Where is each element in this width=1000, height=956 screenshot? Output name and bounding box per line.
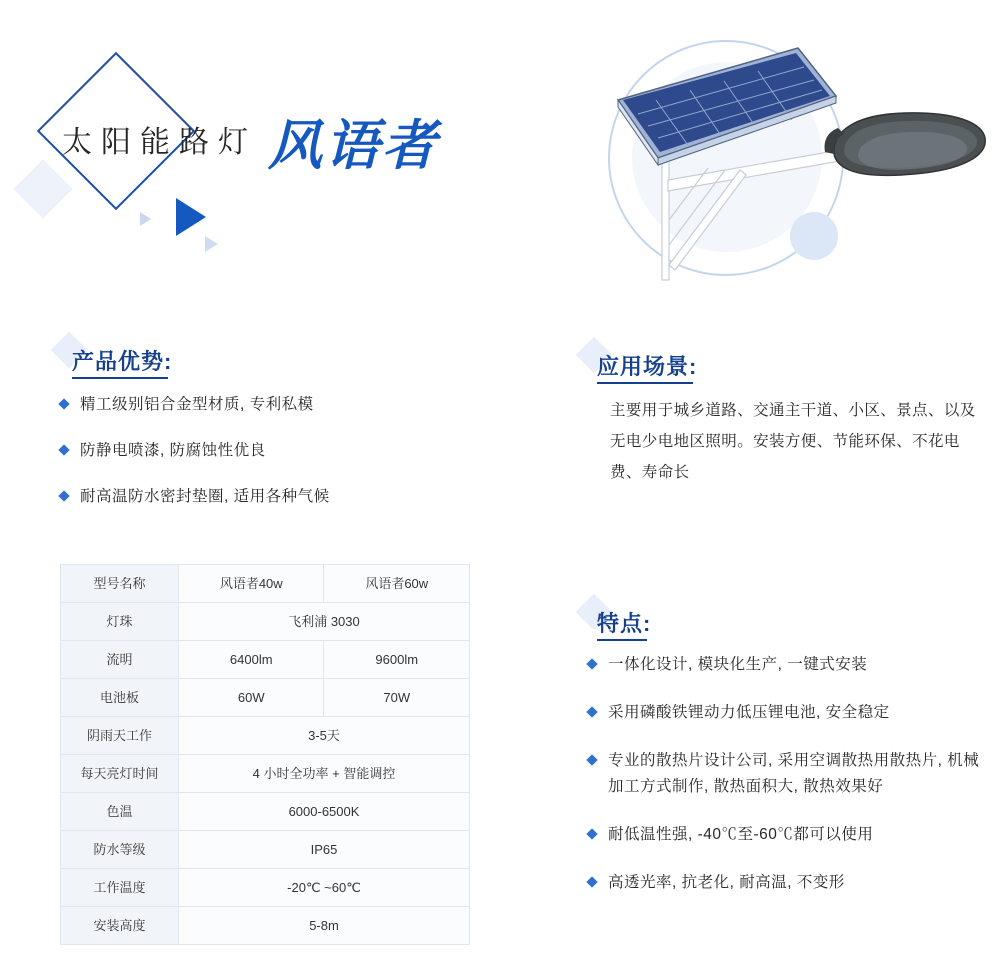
table-cell-label: 防水等级 [61, 831, 179, 869]
list-item-label: 防静电喷漆, 防腐蚀性优良 [80, 442, 266, 459]
accent-triangle-icon-left [140, 212, 151, 226]
table-row [61, 831, 470, 869]
decorative-diamond-fill [13, 159, 72, 218]
bullet-diamond-icon [586, 828, 597, 839]
list-item [60, 392, 530, 418]
list-item-label: 高透光率, 抗老化, 耐高温, 不变形 [608, 874, 845, 891]
table-cell-label: 灯珠 [61, 603, 179, 641]
list-item [588, 700, 988, 726]
table-cell-value: 6400lm [179, 641, 324, 679]
bullet-diamond-icon [58, 444, 69, 455]
table-row [61, 603, 470, 641]
table-row [61, 717, 470, 755]
table-cell-value: 60W [179, 679, 324, 717]
features-list [588, 652, 988, 918]
table-row [61, 755, 470, 793]
list-item-label: 一体化设计, 模块化生产, 一键式安装 [608, 656, 868, 673]
bullet-diamond-icon [586, 754, 597, 765]
table-row [61, 907, 470, 945]
list-item [588, 870, 988, 896]
list-item [60, 438, 530, 464]
list-item [588, 748, 988, 800]
section-heading-scenes-label: 应用场景: [597, 354, 698, 379]
table-row [61, 565, 470, 603]
list-item-label: 耐低温性强, -40℃至-60℃都可以使用 [608, 826, 874, 843]
table-cell-label: 阴雨天工作 [61, 717, 179, 755]
table-cell-value: 6000-6500K [179, 793, 470, 831]
table-cell-value: IP65 [179, 831, 470, 869]
table-cell-label: 流明 [61, 641, 179, 679]
table-cell-value: 70W [324, 679, 470, 717]
table-cell-label: 色温 [61, 793, 179, 831]
list-item-label: 耐高温防水密封垫圈, 适用各种气候 [80, 488, 330, 505]
table-cell-value: 3-5天 [179, 717, 470, 755]
solar-street-light-illustration [590, 30, 1000, 290]
table-row [61, 793, 470, 831]
table-row [61, 641, 470, 679]
table-cell-value: 5-8m [179, 907, 470, 945]
table-cell-label: 安装高度 [61, 907, 179, 945]
bullet-diamond-icon [586, 706, 597, 717]
table-cell-label: 每天亮灯时间 [61, 755, 179, 793]
table-row [61, 679, 470, 717]
table-cell-value: 飞利浦 3030 [179, 603, 470, 641]
bullet-diamond-icon [586, 876, 597, 887]
advantages-list [60, 392, 530, 530]
spec-table-body [61, 565, 470, 945]
section-heading-advantages-label: 产品优势: [72, 349, 173, 374]
table-cell-value: -20℃ ~60℃ [179, 869, 470, 907]
list-item [588, 822, 988, 848]
table-cell-value: 4 小时全功率 + 智能调控 [179, 755, 470, 793]
bullet-diamond-icon [58, 398, 69, 409]
list-item [60, 484, 530, 510]
play-triangle-icon [176, 198, 206, 236]
table-cell-label: 电池板 [61, 679, 179, 717]
spec-table [60, 564, 470, 945]
table-cell-value: 9600lm [324, 641, 470, 679]
page-title: 太阳能路灯 [62, 126, 257, 159]
section-heading-features [597, 607, 651, 638]
table-cell-label: 工作温度 [61, 869, 179, 907]
list-item-label: 专业的散热片设计公司, 采用空调散热用散热片, 机械加工方式制作, 散热面积大, 散热效果好 [608, 752, 980, 795]
accent-triangle-icon-right [205, 236, 218, 252]
section-heading-advantages [72, 345, 172, 376]
section-heading-features-label: 特点: [597, 611, 652, 636]
table-row [61, 869, 470, 907]
table-cell-value: 风语者40w [179, 565, 324, 603]
list-item [588, 652, 988, 678]
list-item-label: 精工级别铝合金型材质, 专利私模 [80, 396, 314, 413]
brand-name: 风语者 [268, 114, 439, 177]
header-banner [0, 0, 1000, 300]
bullet-diamond-icon [58, 490, 69, 501]
list-item-label: 采用磷酸铁锂动力低压锂电池, 安全稳定 [608, 704, 890, 721]
bullet-diamond-icon [586, 658, 597, 669]
table-cell-value: 风语者60w [324, 565, 470, 603]
section-heading-scenes [597, 350, 697, 381]
table-cell-label: 型号名称 [61, 565, 179, 603]
scenes-paragraph: 主要用于城乡道路、交通主干道、小区、景点、以及无电少电地区照明。安装方便、节能环保、不花电费、寿命长 [610, 402, 976, 481]
